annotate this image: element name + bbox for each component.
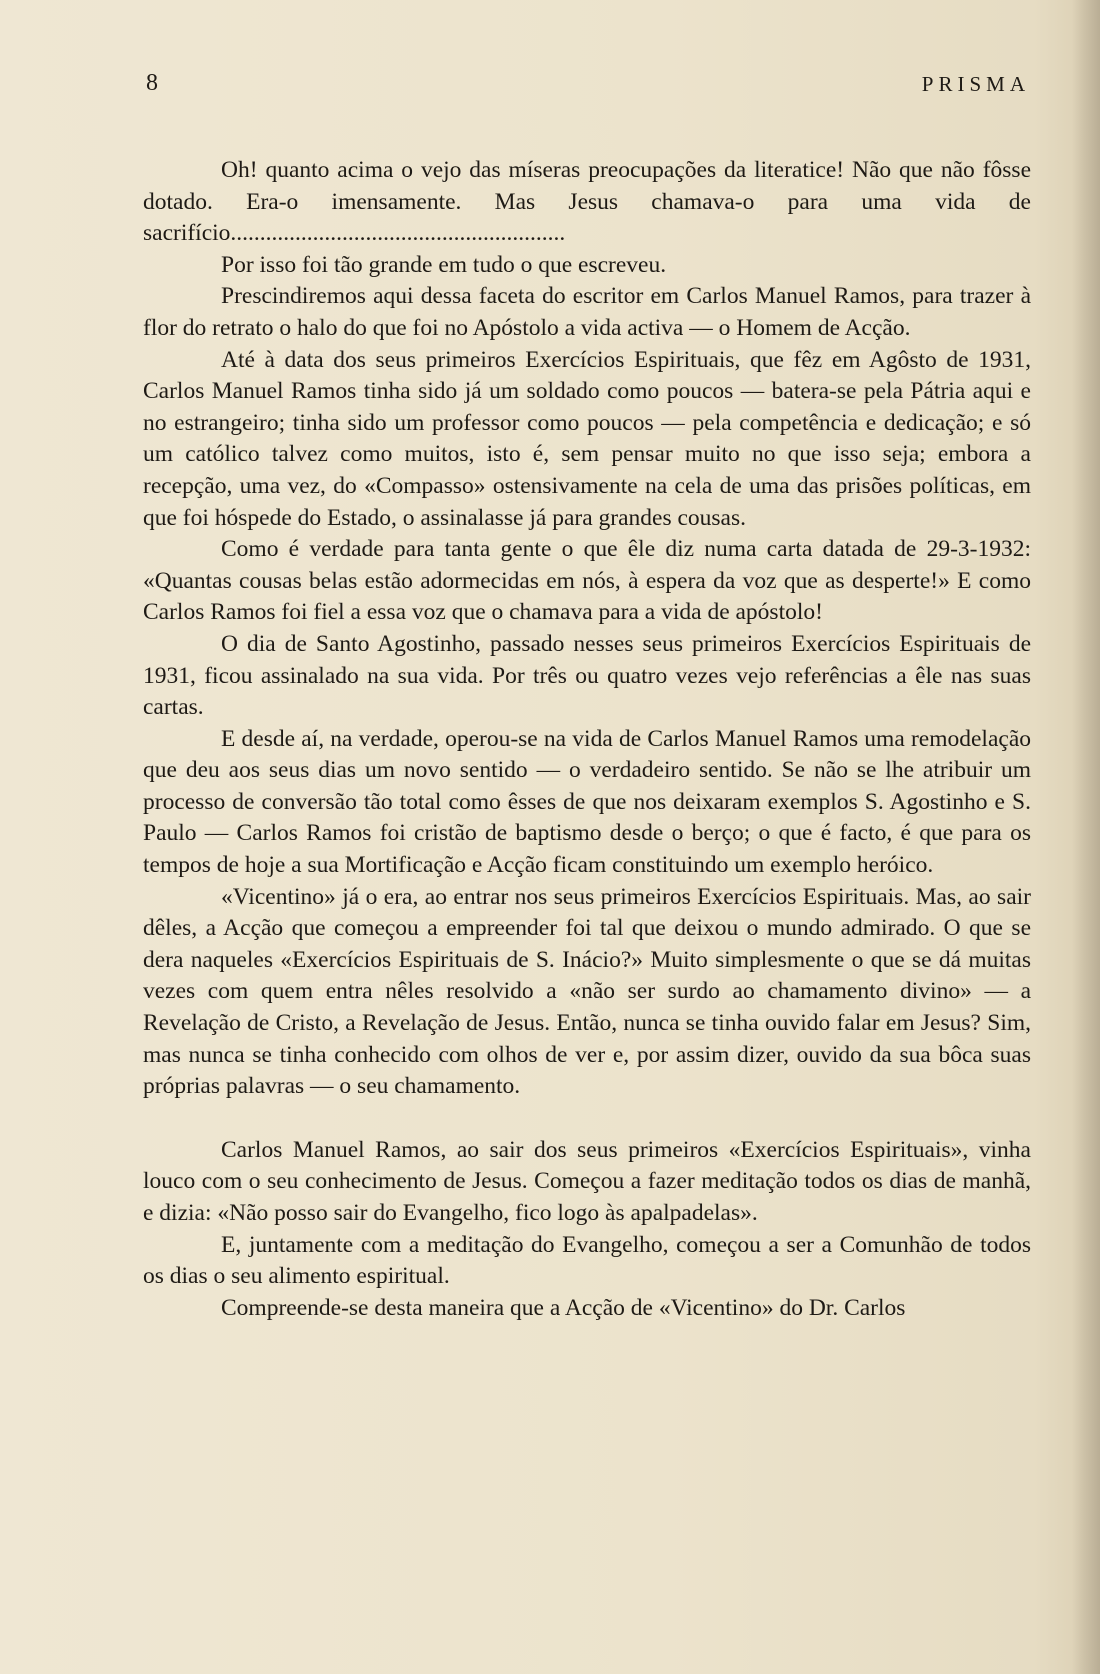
paragraph: Até à data dos seus primeiros Exercícios Espirituais, que fêz em Agôsto de 1931, Carlos Manuel Ramos tinha sido já um soldado como poucos — batera-se pela Pátria aqui e no estrangeiro; tinha sido um professor como poucos — pela competência e dedicação; e só um católico talvez como muitos, isto é, sem pensar muito no que isso seja; embora a recepção, uma vez, do «Compasso» ostensivamente na cela de uma das prisões políticas, em que foi hóspede do Estado, o assinalasse já para grandes cousas. [143,346,1031,531]
paragraph: E desde aí, na verdade, operou-se na vida de Carlos Manuel Ramos uma remodelação que deu aos seus dias um novo sentido — o verdadeiro sentido. Se não se lhe atribuir um processo de conversão tão total como êsses de que nos deixaram exemplos S. Agostinho e S. Paulo — Carlos Ramos foi cristão de baptismo desde o berço; o que é facto, é que para os tempos de hoje a sua Mortificação e Acção ficam constituindo um exemplo heróico. [143,725,1031,879]
body-text [143,155,1031,1324]
paragraph: Compreende-se desta maneira que a Acção de «Vicentino» do Dr. Carlos [221,1294,906,1321]
paragraph: O dia de Santo Agostinho, passado nesses seus primeiros Exercícios Espirituais de 1931, ficou assinalado na sua vida. Por três ou quatro vezes vejo referências a êle nas suas cartas. [143,630,1031,721]
paragraph: Carlos Manuel Ramos, ao sair dos seus primeiros «Exercícios Espirituais», vinha louco com o seu conhecimento de Jesus. Começou a fazer meditação todos os dias de manhã, e dizia: «Não posso sair do Evangelho, fico logo às apalpadelas». [143,1136,1031,1226]
page-header [146,70,1030,104]
paragraph: E, juntamente com a meditação do Evangelho, começou a ser a Comunhão de todos os dias o seu alimento espiritual. [143,1231,1031,1290]
paragraph: Por isso foi tão grande em tudo o que escreveu. [221,251,667,278]
paragraph: «Vicentino» já o era, ao entrar nos seus primeiros Exercícios Espirituais. Mas, ao sair dêles, a Acção que começou a empreender foi tal que deixou o mundo admirado. O que se dera naqueles «Exercícios Espirituais de S. Inácio?» Muito simplesmente o que se dá muitas vezes com quem entra nêles resolvido a «não ser surdo ao chamamento divino» — a Revelação de Cristo, a Revelação de Jesus. Então, nunca se tinha ouvido falar em Jesus? Sim, mas nunca se tinha conhecido com olhos de ver e, por assim dizer, ouvido da sua bôca suas próprias palavras — o seu chamamento. [143,883,1031,1100]
paragraph: Oh! quanto acima o vejo das míseras preocupações da literatice! Não que não fôsse dotado. Era-o imensamente. Mas Jesus chamava-o para uma vida de sacrifício......................................................... [143,157,1031,247]
section-break [143,1103,1031,1135]
page-edge-shadow [1072,0,1100,1674]
running-head: PRISMA [921,72,1030,96]
page-number: 8 [146,70,158,96]
paragraph: Prescindiremos aqui dessa faceta do escritor em Carlos Manuel Ramos, para trazer à flor do retrato o halo do que foi no Apóstolo a vida activa — o Homem de Acção. [143,283,1031,341]
paragraph: Como é verdade para tanta gente o que êle diz numa carta datada de 29-3-1932: «Quantas cousas belas estão adormecidas em nós, à espera da voz que as desperte!» E como Carlos Ramos foi fiel a essa voz que o chamava para a vida de apóstolo! [143,536,1031,626]
